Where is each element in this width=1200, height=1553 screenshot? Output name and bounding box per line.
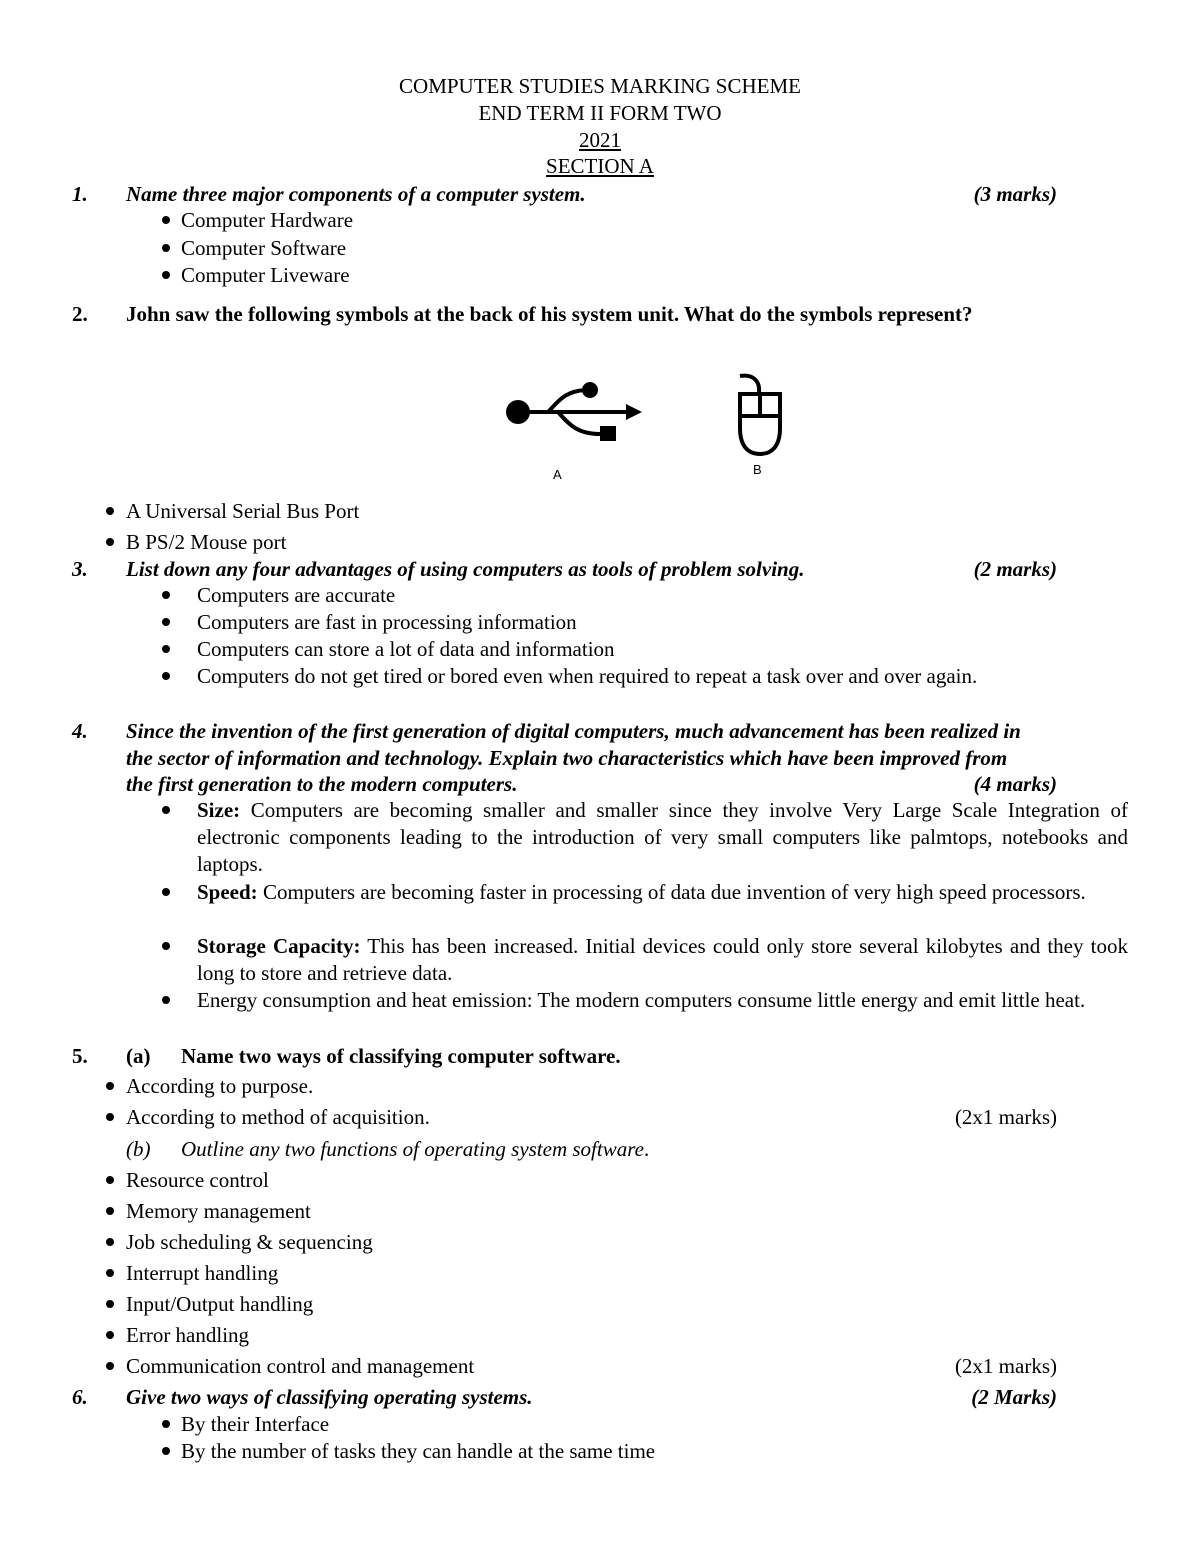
q4-answer xyxy=(197,879,1128,906)
q1-answer: Computer Liveware xyxy=(181,263,350,287)
bullet xyxy=(106,1238,114,1246)
q6-number: 6. xyxy=(72,1385,88,1409)
bullet xyxy=(162,942,170,950)
q4-answer-term: Speed: xyxy=(197,880,258,904)
bullet xyxy=(162,645,170,653)
bullet xyxy=(106,1300,114,1308)
bullet xyxy=(106,1362,114,1370)
q5b-answer: Interrupt handling xyxy=(126,1261,279,1285)
q5b-question-end: . xyxy=(643,1137,650,1161)
bullet xyxy=(162,806,170,814)
bullet xyxy=(162,618,170,626)
q4-answer-term: Storage Capacity: xyxy=(197,934,361,958)
q5a-label: (a) xyxy=(126,1044,151,1068)
q4-answer xyxy=(197,987,1128,1014)
q6-marks: (2 Marks) xyxy=(971,1385,1057,1409)
symbol-b-label: B xyxy=(753,462,762,477)
q5b-answer: Input/Output handling xyxy=(126,1292,314,1316)
q3-answer: Computers can store a lot of data and information xyxy=(197,637,615,661)
q5b-answer: Resource control xyxy=(126,1168,269,1192)
q2-answer: A Universal Serial Bus Port xyxy=(126,499,360,523)
q4-answer-text: This has been increased. Initial devices could only store several kilobytes and they took long to store and retrieve data. xyxy=(197,934,1128,985)
q5-number: 5. xyxy=(72,1044,88,1068)
q4-question-line: Since the invention of the first generation of digital computers, much advancement has been realized in xyxy=(126,719,1021,743)
q4-answer-text: Computers are becoming smaller and smaller since they involve Very Large Scale Integration of electronic components leading to the introduction of very small computers like palmtops, notebooks and laptops. xyxy=(197,798,1128,876)
q3-answer: Computers are accurate xyxy=(197,583,396,607)
q6-answer: By their Interface xyxy=(181,1412,330,1436)
q6-question: Give two ways of classifying operating systems. xyxy=(126,1385,533,1409)
q5b-answer: Memory management xyxy=(126,1199,311,1223)
q5b-answer: Job scheduling & sequencing xyxy=(126,1230,373,1254)
doc-subtitle: END TERM II FORM TWO xyxy=(478,101,722,125)
bullet xyxy=(106,1207,114,1215)
q3-answer: Computers do not get tired or bored even when required to repeat a task over and over again. xyxy=(197,664,978,688)
q5b-answer: Communication control and management xyxy=(126,1354,475,1378)
q2-question: John saw the following symbols at the back of his system unit. What do the symbols represent? xyxy=(126,302,973,326)
year-text: 2021 xyxy=(579,128,621,152)
mouse-symbol-icon xyxy=(732,372,788,458)
q5b-label: (b) xyxy=(126,1137,151,1161)
bullet xyxy=(162,1447,170,1455)
bullet xyxy=(106,1269,114,1277)
q2-number: 2. xyxy=(72,302,88,326)
bullet xyxy=(162,271,170,279)
bullet xyxy=(162,591,170,599)
q1-answer: Computer Hardware xyxy=(181,208,354,232)
section-text: SECTION A xyxy=(546,154,654,178)
q5a-question: Name two ways of classifying computer software. xyxy=(181,1044,621,1068)
q4-marks: (4 marks) xyxy=(973,772,1057,796)
q1-marks: (3 marks) xyxy=(973,182,1057,206)
q3-number: 3. xyxy=(72,557,88,581)
q6-answer: By the number of tasks they can handle at the same time xyxy=(181,1439,656,1463)
q5b-question-text: Outline any two functions of operating system software xyxy=(181,1137,644,1161)
q4-question-line: the sector of information and technology. Explain two characteristics which have been improved from xyxy=(126,746,1008,770)
bullet xyxy=(106,538,114,546)
q5b-answer: Error handling xyxy=(126,1323,250,1347)
q5a-answer: According to purpose. xyxy=(126,1074,314,1098)
usb-symbol-icon xyxy=(500,378,650,448)
bullet xyxy=(162,1420,170,1428)
q2-answer: B PS/2 Mouse port xyxy=(126,530,287,554)
doc-year xyxy=(0,127,1200,153)
q4-answer-text: Energy consumption and heat emission: The modern computers consume little energy and emit little heat. xyxy=(197,988,1086,1012)
doc-title: COMPUTER STUDIES MARKING SCHEME xyxy=(399,74,801,98)
bullet xyxy=(162,216,170,224)
q5b-question xyxy=(181,1136,649,1162)
q5a-answer: According to method of acquisition. xyxy=(126,1105,430,1129)
q1-answer: Computer Software xyxy=(181,236,347,260)
bullet xyxy=(106,1331,114,1339)
q4-answer-text: Computers are becoming faster in processing of data due invention of very high speed processors. xyxy=(257,880,1086,904)
bullet xyxy=(106,1082,114,1090)
symbol-a-label: A xyxy=(553,467,562,482)
bullet xyxy=(106,1176,114,1184)
bullet xyxy=(162,996,170,1004)
q5b-marks: (2x1 marks) xyxy=(954,1354,1057,1378)
q3-answer: Computers are fast in processing information xyxy=(197,610,577,634)
q4-answer xyxy=(197,797,1128,878)
bullet xyxy=(106,1113,114,1121)
bullet xyxy=(106,507,114,515)
q4-answer-term: Size: xyxy=(197,798,241,822)
q3-question: List down any four advantages of using computers as tools of problem solving. xyxy=(126,557,805,581)
q4-answer xyxy=(197,933,1128,987)
q4-question-line: the first generation to the modern computers. xyxy=(126,772,518,796)
q3-marks: (2 marks) xyxy=(973,557,1057,581)
bullet xyxy=(162,888,170,896)
section-heading xyxy=(0,153,1200,179)
q4-number: 4. xyxy=(72,719,88,743)
bullet xyxy=(162,672,170,680)
q1-question: Name three major components of a computer system. xyxy=(126,182,586,206)
q1-number: 1. xyxy=(72,182,88,206)
bullet xyxy=(162,244,170,252)
q5a-marks: (2x1 marks) xyxy=(954,1105,1057,1129)
